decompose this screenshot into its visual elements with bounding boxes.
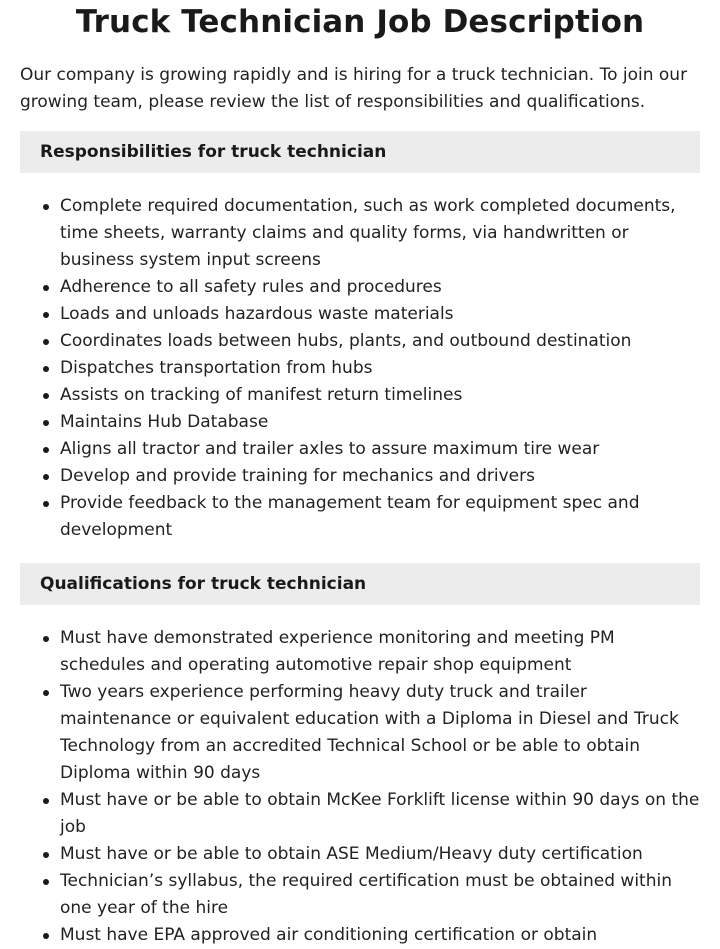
responsibilities-heading: Responsibilities for truck technician: [20, 131, 700, 173]
intro-paragraph: Our company is growing rapidly and is hiring for a truck technician. To join our growing team, please review the list of responsibilities and qualifications.: [20, 65, 688, 112]
responsibilities-list: [20, 193, 700, 544]
list-item: Provide feedback to the management team for equipment spec and development: [60, 490, 700, 544]
list-item: Technician’s syllabus, the required certification must be obtained within one year of the hire: [60, 868, 700, 922]
list-item: Develop and provide training for mechanics and drivers: [60, 463, 700, 490]
list-item: Two years experience performing heavy duty truck and trailer maintenance or equivalent education with a Diploma in Diesel and Truck Technology from an accredited Technical School or be able to obtain Diploma within 90 days: [60, 679, 700, 787]
list-item: Adherence to all safety rules and procedures: [60, 274, 700, 301]
qualifications-list: [20, 625, 700, 949]
list-item: Maintains Hub Database: [60, 409, 700, 436]
list-item: Assists on tracking of manifest return timelines: [60, 382, 700, 409]
list-item: Coordinates loads between hubs, plants, and outbound destination: [60, 328, 700, 355]
qualifications-heading: Qualifications for truck technician: [20, 563, 700, 605]
list-item: Must have demonstrated experience monitoring and meeting PM schedules and operating automotive repair shop equipment: [60, 625, 700, 679]
list-item: Aligns all tractor and trailer axles to assure maximum tire wear: [60, 436, 700, 463]
list-item: Must have EPA approved air conditioning certification or obtain: [60, 922, 700, 949]
page-title: Truck Technician Job Description: [75, 4, 645, 40]
list-item: Complete required documentation, such as work completed documents, time sheets, warranty claims and quality forms, via handwritten or business system input screens: [60, 193, 700, 274]
list-item: Dispatches transportation from hubs: [60, 355, 700, 382]
list-item: Must have or be able to obtain ASE Medium/Heavy duty certification: [60, 841, 700, 868]
list-item: Loads and unloads hazardous waste materials: [60, 301, 700, 328]
list-item: Must have or be able to obtain McKee Forklift license within 90 days on the job: [60, 787, 700, 841]
